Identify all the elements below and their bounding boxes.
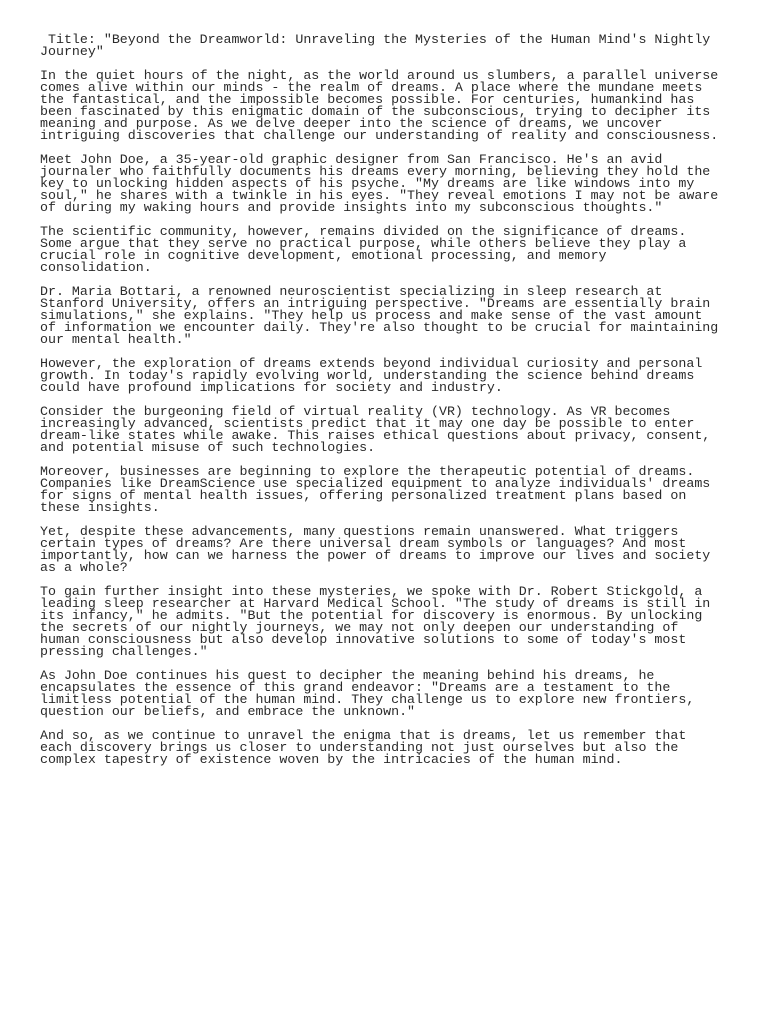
document-page	[40, 34, 740, 778]
paragraph-7: Moreover, businesses are beginning to explore the therapeutic potential of dreams. Companies like DreamScience use specialized equipment to analyze individuals' dreams for signs of mental health issues, offering personalized treatment plans based on these insights.	[40, 464, 711, 515]
paragraph-9: To gain further insight into these mysteries, we spoke with Dr. Robert Stickgold, a leading sleep researcher at Harvard Medical School. "The study of dreams is still in its infancy," he admits. "But the potential for discovery is enormous. By unlocking the secrets of our nightly journeys, we may not only deepen our understanding of human consciousness but also develop innovative solutions to some of today's most pressing challenges."	[40, 584, 711, 659]
paragraph-1: In the quiet hours of the night, as the world around us slumbers, a parallel universe comes alive within our minds - the realm of dreams. A place where the mundane meets the fantastical, and the impossible becomes possible. For centuries, humankind has been fascinated by this enigmatic domain of the subconscious, trying to decipher its meaning and purpose. As we delve deeper into the science of dreams, we uncover intriguing discoveries that challenge our understanding of reality and consciousness.	[40, 68, 719, 143]
paragraph-5: However, the exploration of dreams extends beyond individual curiosity and personal growth. In today's rapidly evolving world, understanding the science behind dreams could have profound implications for society and industry.	[40, 356, 703, 395]
document-title: Title: "Beyond the Dreamworld: Unraveling the Mysteries of the Human Mind's Nightly Journey"	[40, 32, 711, 59]
paragraph-3: The scientific community, however, remains divided on the significance of dreams. Some argue that they serve no practical purpose, while others believe they play a crucial role in cognitive development, emotional processing, and memory consolidation.	[40, 224, 687, 275]
paragraph-10: As John Doe continues his quest to decipher the meaning behind his dreams, he encapsulates the essence of this grand endeavor: "Dreams are a testament to the limitless potential of the human mind. They challenge us to explore new frontiers, question our beliefs, and embrace the unknown."	[40, 668, 695, 719]
paragraph-11: And so, as we continue to unravel the enigma that is dreams, let us remember that each discovery brings us closer to understanding not just ourselves but also the complex tapestry of existence woven by the intricacies of the human mind.	[40, 728, 687, 767]
paragraph-2: Meet John Doe, a 35-year-old graphic designer from San Francisco. He's an avid journaler who faithfully documents his dreams every morning, believing they hold the key to unlocking hidden aspects of his psyche. "My dreams are like windows into my soul," he shares with a twinkle in his eyes. "They reveal emotions I may not be aware of during my waking hours and provide insights into my subconscious thoughts."	[40, 152, 719, 215]
paragraph-6: Consider the burgeoning field of virtual reality (VR) technology. As VR becomes increasingly advanced, scientists predict that it may one day be possible to enter dream-like states while awake. This raises ethical questions about privacy, consent, and potential misuse of such technologies.	[40, 404, 711, 455]
paragraph-8: Yet, despite these advancements, many questions remain unanswered. What triggers certain types of dreams? Are there universal dream symbols or languages? And most importantly, how can we harness the power of dreams to improve our lives and society as a whole?	[40, 524, 711, 575]
paragraph-4: Dr. Maria Bottari, a renowned neuroscientist specializing in sleep research at Stanford University, offers an intriguing perspective. "Dreams are essentially brain simulations," she explains. "They help us process and make sense of the vast amount of information we encounter daily. They're also thought to be crucial for maintaining our mental health."	[40, 284, 719, 347]
